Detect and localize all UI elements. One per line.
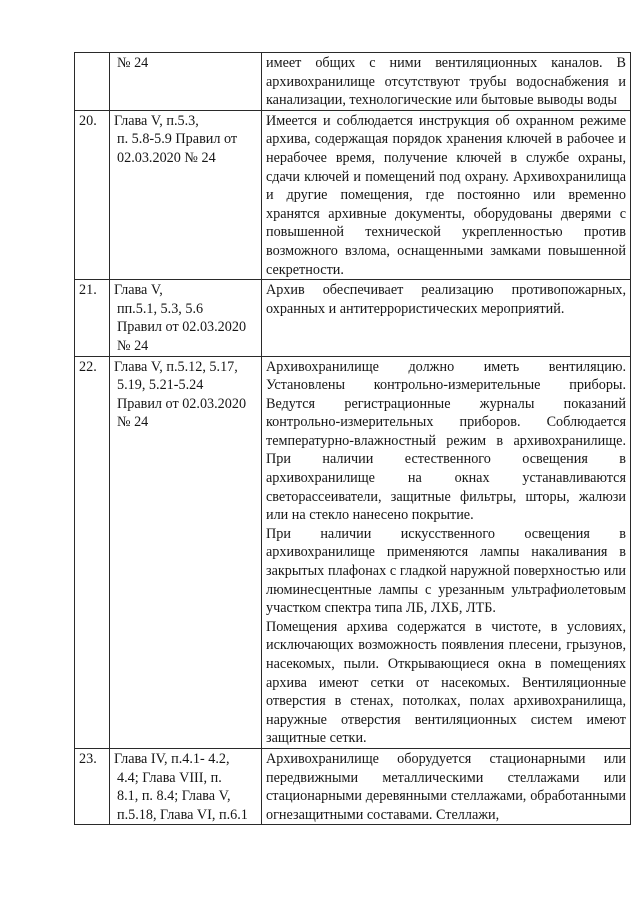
paragraph: Архивохранилище оборудуется стационарными или передвижными металлическими стеллажами или стационарными деревянными стеллажами, обработанными огнезащитными составами. Стеллажи, [266,750,626,823]
reference-line: Глава V, [114,282,163,299]
paragraph: При наличии искусственного освещения в архивохранилище применяются лампы накаливания в закрытых плафонах с гладкой наружной поверхностью или люминесцентные лампы с урезанным ультрафиолетовым участком спектра типа ЛБ, ЛХБ, ЛТБ. [266,525,626,617]
reference-line: Глава IV, п.4.1- 4.2, [114,750,230,767]
table-row [75,53,631,111]
row-number: 23. [75,748,110,824]
row-number: 21. [75,280,110,356]
requirement-text [262,280,631,356]
reference-line: Глава V, п.5.3, [114,112,199,129]
paragraph: имеет общих с ними вентиляционных каналов. В архивохранилище отсутствуют трубы водоснабжения и канализации, технологические или бытовые выводы воды [266,55,626,109]
paragraph: Архивохранилище должно иметь вентиляцию. Установлены контрольно-измерительные приборы. Ведутся регистрационные журналы показаний контрольно-измерительных приборов. Соблюдается температурно-влажностный режим в архивохранилище. При наличии естественного освещения в архивохранилище на окнах устанавливаются светорассеиватели, защитные фильтры, шторы, жалюзи или на стекло нанесено покрытие. [266,358,626,524]
reference-line: 4.4; Глава VIII, п. [117,769,222,786]
row-number: 22. [75,356,110,748]
requirement-text [262,110,631,279]
reference-line: № 24 [117,337,149,354]
requirement-text [262,748,631,824]
table-row [75,280,631,356]
requirement-text [262,53,631,111]
requirements-table [74,52,631,825]
reference-line: п.5.18, Глава VI, п.6.1 [117,806,248,823]
reference-line: № 24 [117,55,149,71]
regulation-reference [110,356,262,748]
row-number: 20. [75,110,110,279]
table-row [75,110,631,279]
reference-line: 5.19, 5.21-5.24 [117,377,204,394]
row-number [75,53,110,111]
reference-line: Правил от 02.03.2020 [117,319,247,336]
regulation-reference [110,280,262,356]
paragraph: Архив обеспечивает реализацию противопожарных, охранных и антитеррористических мероприятий. [266,282,626,317]
paragraph: Имеется и соблюдается инструкция об охранном режиме архива, содержащая порядок хранения ключей в рабочее и нерабочее время, получение ключей в службе охраны, сдачи ключей и помещений под охрану. Архивохранилища и другие помещения, где постоянно или временно хранятся архивные документы, оборудованы дверями с повышенной технической укрепленностью против возможного взлома, оснащенными замками повышенной секретности. [266,112,626,278]
regulation-reference [110,748,262,824]
reference-line: п. 5.8-5.9 Правил от [117,131,238,148]
reference-line: Правил от 02.03.2020 [117,395,247,412]
regulation-reference [110,110,262,279]
reference-line: Глава V, п.5.12, 5.17, [114,358,238,375]
reference-line: 8.1, п. 8.4; Глава V, [117,788,231,805]
reference-line: № 24 [117,414,149,431]
requirement-text [262,356,631,748]
paragraph: Помещения архива содержатся в чистоте, в условиях, исключающих возможность появления плесени, грызунов, насекомых, пыли. Открывающиеся окна в помещениях архива имеют сетки от насекомых. Вентиляционные отверстия в стенах, потолках, полах архивохранилища, наружные отверстия вентиляционных систем имеют защитные сетки. [266,618,626,747]
reference-line: пп.5.1, 5.3, 5.6 [117,300,204,317]
table-row [75,356,631,748]
reference-line: 02.03.2020 № 24 [117,149,216,166]
table-row [75,748,631,824]
regulation-reference [110,53,262,111]
